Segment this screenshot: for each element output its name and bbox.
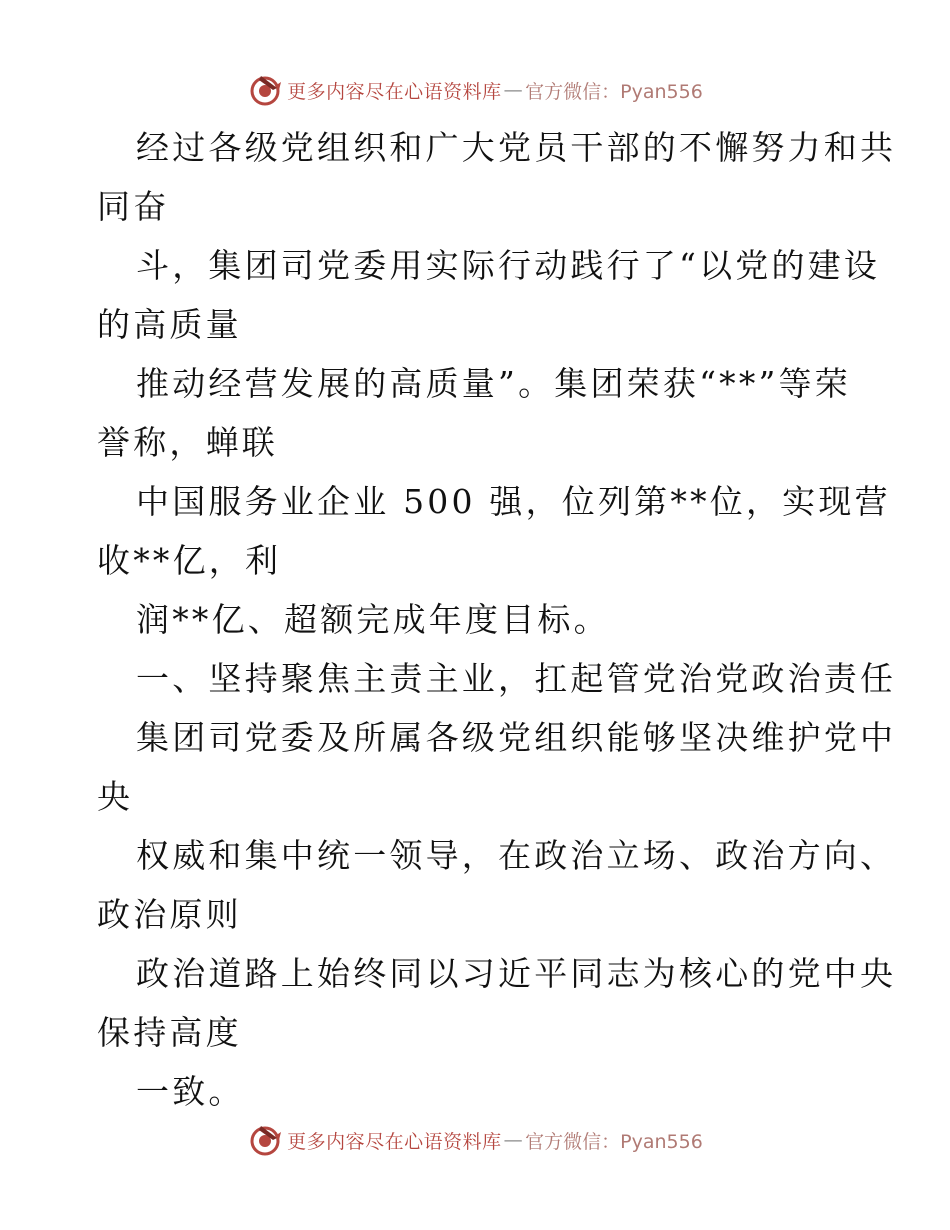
text-line: 经过各级党组织和广大党员干部的不懈努力和共 [136,128,897,167]
text-line: 一致。 [136,1072,245,1111]
watermark-contact: 官方微信：Pyan556 [525,1130,703,1153]
text-line: 政治道路上始终同以习近平同志为核心的党中央 [136,954,897,993]
text-line: 权威和集中统一领导，在政治立场、政治方向、 [136,836,897,875]
text-line: 中国服务业企业 500 强，位列第**位，实现营 [136,482,891,521]
watermark-text: 更多内容尽在心语资料库 [287,1130,502,1153]
watermark-separator: — [503,79,524,101]
text-line: 推动经营发展的高质量”。集团荣获“**”等荣 [136,364,852,403]
document-body [97,118,897,1121]
text-line: 保持高度 [97,1013,242,1052]
watermark-logo-icon [247,72,283,108]
watermark-separator: — [503,1129,524,1151]
footer-watermark [0,1120,950,1160]
watermark-contact: 官方微信：Pyan556 [525,80,703,103]
text-line: 誉称，蝉联 [97,423,278,462]
text-line: 同奋 [97,187,170,226]
text-line: 央 [97,777,134,816]
watermark-text: 更多内容尽在心语资料库 [287,80,502,103]
watermark-logo-icon [247,1122,283,1158]
text-line: 一、坚持聚焦主责主业，扛起管党治党政治责任 [136,659,897,698]
text-line: 斗，集团司党委用实际行动践行了“以党的建设 [136,246,881,285]
text-line: 政治原则 [97,895,242,934]
text-line: 的高质量 [97,305,242,344]
text-line: 润**亿、超额完成年度目标。 [136,600,610,639]
header-watermark [0,70,950,110]
text-line: 集团司党委及所属各级党组织能够坚决维护党中 [136,718,897,757]
text-line: 收**亿，利 [97,541,282,580]
